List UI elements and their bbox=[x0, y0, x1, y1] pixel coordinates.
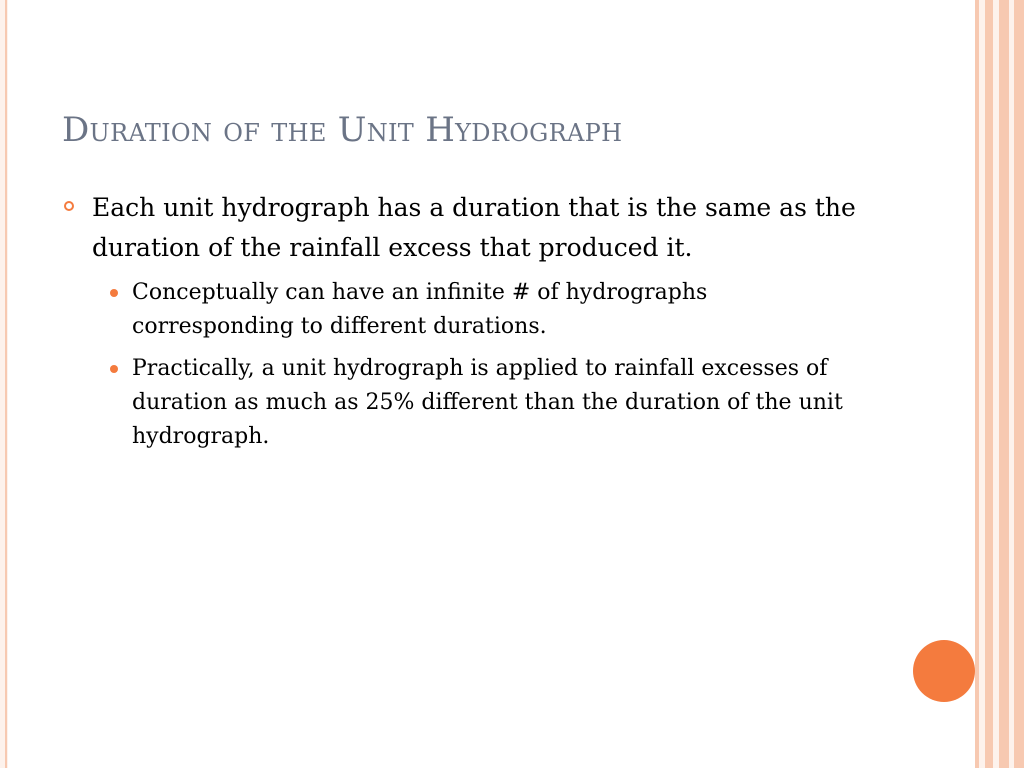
slide-canvas bbox=[8, 0, 975, 768]
stripe bbox=[1014, 0, 1024, 768]
stripe bbox=[985, 0, 993, 768]
sub-bullet-text: Practically, a unit hydrograph is applied to rainfall excesses of duration as much as 25% different than the duration of the unit hydrograph. bbox=[132, 356, 843, 449]
dot-bullet-icon bbox=[110, 365, 118, 373]
sub-bullet-list bbox=[64, 276, 844, 454]
bullet-item bbox=[64, 188, 864, 268]
slide-left-border bbox=[5, 0, 7, 768]
stripe bbox=[999, 0, 1009, 768]
sub-bullet-item bbox=[104, 276, 844, 344]
decorative-stripes bbox=[975, 0, 1024, 768]
dot-bullet-icon bbox=[110, 289, 118, 297]
sub-bullet-item bbox=[104, 352, 844, 454]
sub-bullet-text: Conceptually can have an infinite # of hydrographs corresponding to different durations. bbox=[132, 280, 708, 339]
slide-body bbox=[64, 188, 864, 462]
bullet-text: Each unit hydrograph has a duration that is the same as the duration of the rainfall excess that produced it. bbox=[92, 193, 856, 262]
ring-bullet-icon bbox=[64, 201, 74, 211]
slide-title: Duration of the Unit Hydrograph bbox=[62, 110, 623, 150]
orange-circle-decoration bbox=[913, 640, 975, 702]
